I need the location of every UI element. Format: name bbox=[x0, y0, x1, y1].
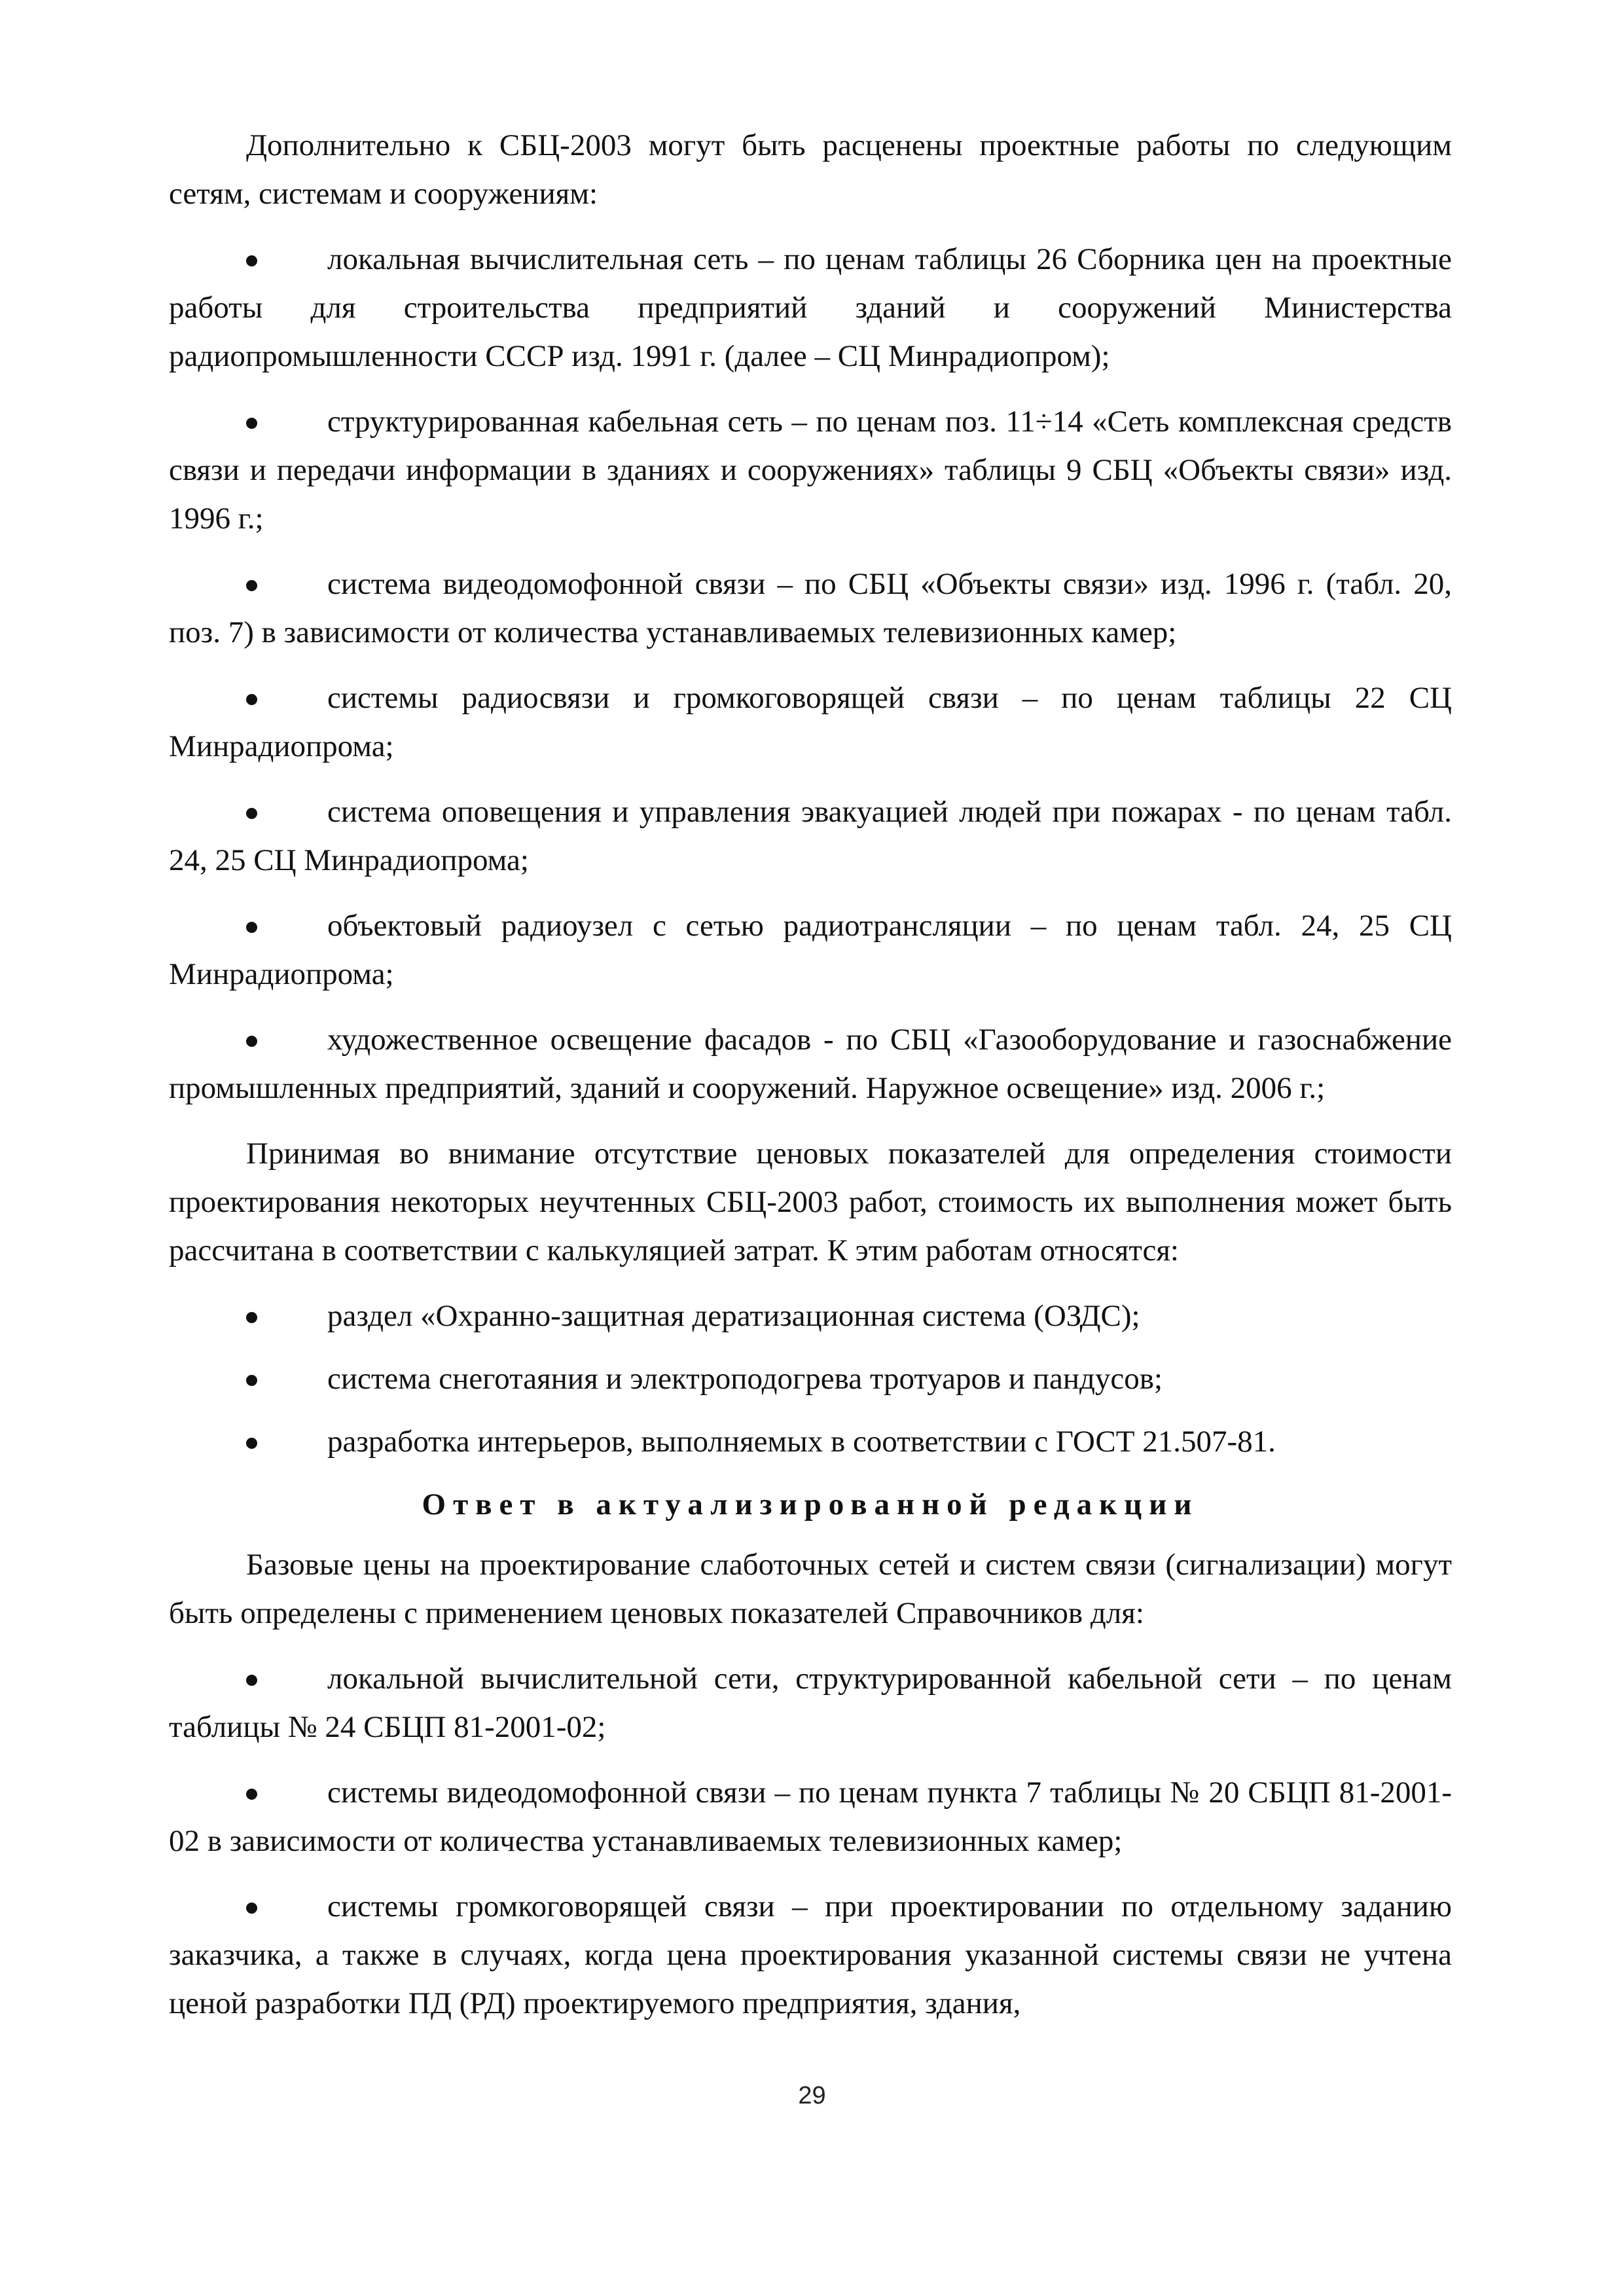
list-item bbox=[169, 674, 1452, 771]
list-item-text: системы громкоговорящей связи – при проектировании по отдельному заданию заказчика, а также в случаях, когда цена проектирования указанной системы связи не учтена ценой разработки ПД (РД) проектируемого предприятия, здания, bbox=[169, 1889, 1452, 2020]
list-item bbox=[169, 1768, 1452, 1865]
document-page bbox=[169, 121, 1452, 2045]
list-item-text: система оповещения и управления эвакуацией людей при пожарах - по ценам табл. 24, 25 СЦ Минрадиопрома; bbox=[169, 795, 1452, 877]
list-item-text: художественное освещение фасадов - по СБЦ «Газооборудование и газоснабжение промышленных предприятий, зданий и сооружений. Наружное освещение» изд. 2006 г.; bbox=[169, 1023, 1452, 1105]
list-item bbox=[169, 1654, 1452, 1751]
list-item-text: объектовый радиоузел с сетью радиотрансляции – по ценам табл. 24, 25 СЦ Минрадиопрома; bbox=[169, 909, 1452, 991]
bullet-icon bbox=[246, 1675, 257, 1686]
bullet-icon bbox=[246, 1036, 257, 1047]
list-item bbox=[169, 235, 1452, 380]
list-item bbox=[169, 1882, 1452, 2028]
list-item-text: разработка интерьеров, выполняемых в соответствии с ГОСТ 21.507-81. bbox=[327, 1425, 1276, 1459]
list-item bbox=[169, 1015, 1452, 1112]
bullet-icon bbox=[246, 580, 257, 591]
list-item-text: система снеготаяния и электроподогрева тротуаров и пандусов; bbox=[327, 1362, 1163, 1396]
reference-prices-list bbox=[169, 1654, 1452, 2028]
bullet-icon bbox=[246, 922, 257, 933]
bullet-icon bbox=[246, 1438, 257, 1449]
list-item bbox=[169, 560, 1452, 657]
bullet-icon bbox=[246, 1789, 257, 1800]
list-item-text: системы радиосвязи и громкоговорящей связи – по ценам таблицы 22 СЦ Минрадиопрома; bbox=[169, 681, 1452, 763]
bullet-icon bbox=[246, 1312, 257, 1323]
bullet-icon bbox=[246, 1375, 257, 1386]
bullet-icon bbox=[246, 1903, 257, 1914]
list-item-text: системы видеодомофонной связи – по ценам пункта 7 таблицы № 20 СБЦП 81-2001-02 в зависимости от количества устанавливаемых телевизионных камер; bbox=[169, 1776, 1452, 1858]
list-item-text: локальная вычислительная сеть – по ценам таблицы 26 Сборника цен на проектные работы для строительства предприятий зданий и сооружений Министерства радиопромышленности СССР изд. 1991 г. (далее – СЦ Минрадиопром); bbox=[169, 242, 1452, 373]
section-heading: Ответ в актуализированной редакции bbox=[422, 1487, 1199, 1522]
network-systems-list bbox=[169, 235, 1452, 1112]
list-item-text: локальной вычислительной сети, структурированной кабельной сети – по ценам таблицы № 24 СБЦП 81-2001-02; bbox=[169, 1662, 1452, 1744]
base-prices-paragraph: Базовые цены на проектирование слаботочных сетей и систем связи (сигнализации) могут быть определены с применением ценовых показателей Справочников для: bbox=[169, 1548, 1452, 1630]
list-item bbox=[169, 1417, 1452, 1466]
bullet-icon bbox=[246, 418, 257, 429]
list-item bbox=[169, 788, 1452, 884]
list-item bbox=[169, 397, 1452, 543]
intro-paragraph: Дополнительно к СБЦ-2003 могут быть расценены проектные работы по следующим сетям, системам и сооружениям: bbox=[169, 128, 1452, 211]
list-item bbox=[169, 1355, 1452, 1403]
page-number: 29 bbox=[798, 2082, 826, 2109]
calculation-paragraph: Принимая во внимание отсутствие ценовых показателей для определения стоимости проектирования некоторых неучтенных СБЦ-2003 работ, стоимость их выполнения может быть рассчитана в соответствии с калькуляцией затрат. К этим работам относятся: bbox=[169, 1137, 1452, 1267]
bullet-icon bbox=[246, 255, 257, 266]
list-item bbox=[169, 1292, 1452, 1340]
bullet-icon bbox=[246, 694, 257, 705]
list-item-text: раздел «Охранно-защитная дератизационная система (ОЗДС); bbox=[327, 1299, 1140, 1333]
list-item-text: структурированная кабельная сеть – по ценам поз. 11÷14 «Сеть комплексная средств связи и передачи информации в зданиях и сооружениях» таблицы 9 СБЦ «Объекты связи» изд. 1996 г.; bbox=[169, 405, 1452, 536]
list-item-text: система видеодомофонной связи – по СБЦ «Объекты связи» изд. 1996 г. (табл. 20, поз. 7) в зависимости от количества устанавливаемых телевизионных камер; bbox=[169, 567, 1452, 649]
list-item bbox=[169, 902, 1452, 998]
bullet-icon bbox=[246, 808, 257, 819]
calculated-works-list bbox=[169, 1292, 1452, 1466]
